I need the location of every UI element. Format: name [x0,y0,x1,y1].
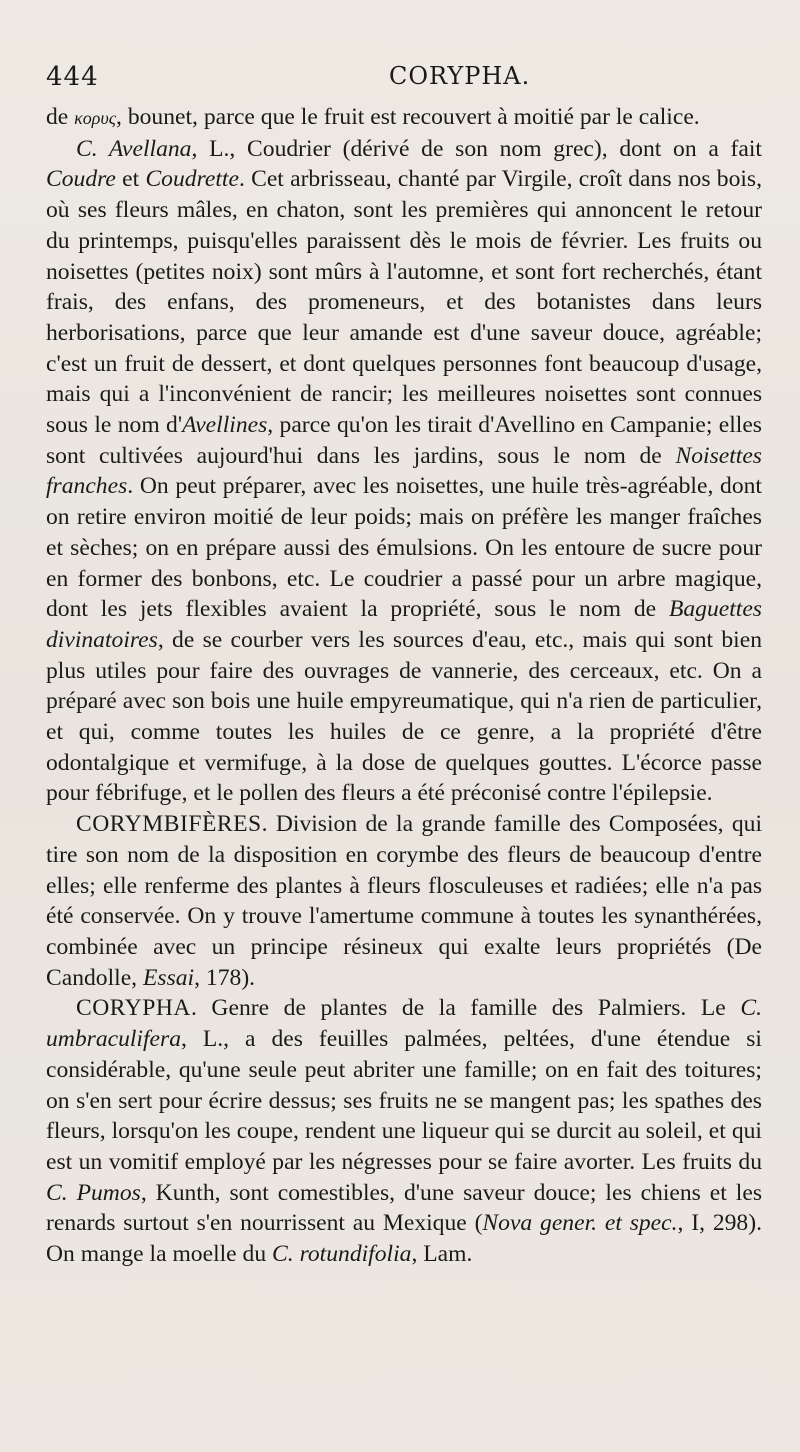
entry-headword: CORYMBIFÈRES [76,811,262,838]
text-run: , Kunth, sont comestibles, d'une saveur douce; les chiens et les renards surtout s'en nourrissent au Mexique ( [46,1179,762,1237]
italic-term: Coudre [46,166,116,193]
italic-term: Coudrette [145,166,239,193]
italic-term: Nova gener. et spec. [482,1210,678,1237]
page-number: 444 [46,62,99,92]
species-name: C. Avellana [76,135,192,162]
italic-term: Noisettes franches [46,442,762,500]
text-run: , 178). [194,964,256,991]
paragraph-avellana [46,134,762,809]
text-run: , I, 298). On mange la moelle du [46,1210,762,1268]
italic-term: Baguettes divinatoires [46,596,762,653]
text-run: , L., Coudrier (dérivé de son nom grec), dont on a fait [191,135,762,162]
entry-headword: CORYPHA [76,995,191,1022]
species-name: C. rotundifolia [272,1241,412,1268]
text-run: , Lam. [411,1241,473,1268]
italic-term: Avellines [182,412,268,439]
paragraph-corymbiferes [46,809,762,993]
text-run: et [115,166,146,193]
text-run: de [46,104,75,130]
species-name: C. umbraculifera [46,995,762,1053]
text-run: . Division de la grande famille des Composées, qui tire son nom de la disposition en corymbe des fleurs de beaucoup d'entre elles; elle renferme des plantes à fleurs flosculeuses et radiées; elle n'a pas été conservée. On y trouve l'amertume commune à toutes les synanthérées, combinée avec un principe résineux qui exalte leurs propriétés (De Candolle, [46,811,762,991]
running-head: CORYPHA. [389,62,531,90]
text-run: , de se courber vers les sources d'eau, etc., mais qui sont bien plus utiles pour faire des ouvrages de vannerie, des cerceaux, etc. On a préparé avec son bois une huile empyreumatique, qui n'a rien de particulier, et qui, comme toutes les huiles de ce genre, a la propriété d'être odontalgique et vermifuge, à la dose de quelques gouttes. L'écorce passe pour fébrifuge, et le pollen des fleurs a été préconisé contre l'épilepsie. [46,626,762,807]
paragraph-corypha [46,993,762,1269]
species-name: C. Pumos [46,1179,141,1206]
text-run: . Genre de plantes de la famille des Palmiers. Le [190,995,741,1022]
text-run: . On peut préparer, avec les noisettes, une huile très-agréable, dont on retire environ moitié de leur poids; mais on préfère les manger fraîches et sèches; on en prépare aussi des émulsions. On les entoure de sucre pour en former des bonbons, etc. Le coudrier a passé pour un arbre magique, dont les jets flexibles avaient la propriété, sous le nom de [46,473,762,623]
italic-term: Essai [142,964,195,991]
text-run: , parce qu'on les tirait d'Avellino en Campanie; elles sont cultivées aujourd'hui dans les jardins, sous le nom de [46,412,762,469]
text-run: . Cet arbrisseau, chanté par Virgile, croît dans nos bois, où ses fleurs mâles, en chaton, sont les premières qui annoncent le retour du printemps, puisqu'elles paraissent dès le mois de février. Les fruits ou noisettes (petites noix) sont mûrs à l'automne, et sont fort recherchés, étant frais, des enfans, des promeneurs, et des botanistes dans leurs herborisations, parce que leur amande est d'une saveur douce, agréable; c'est un fruit de dessert, et dont quelques personnes font beaucoup d'usage, mais qui a l'inconvénient de rancir; les meilleures noisettes sont connues sous le nom d' [46,166,762,439]
greek-word: κορυς [74,108,117,128]
paragraph-continuation [46,102,762,134]
page-header [46,62,756,98]
text-run: , L., a des feuilles palmées, peltées, d'une étendue si considérable, qu'une seule peut abriter une famille; on en fait des toitures; on s'en sert pour écrire dessus; ses fruits ne se mangent pas; les spathes des fleurs, lorsqu'on les coupe, rendent une liqueur qui se durcit au soleil, et qui est un vomitif employé par les négresses pour se faire avorter. Les fruits du [46,1026,762,1175]
body-text [46,102,762,1270]
text-run: , bounet, parce que le fruit est recouvert à moitié par le calice. [116,104,700,130]
